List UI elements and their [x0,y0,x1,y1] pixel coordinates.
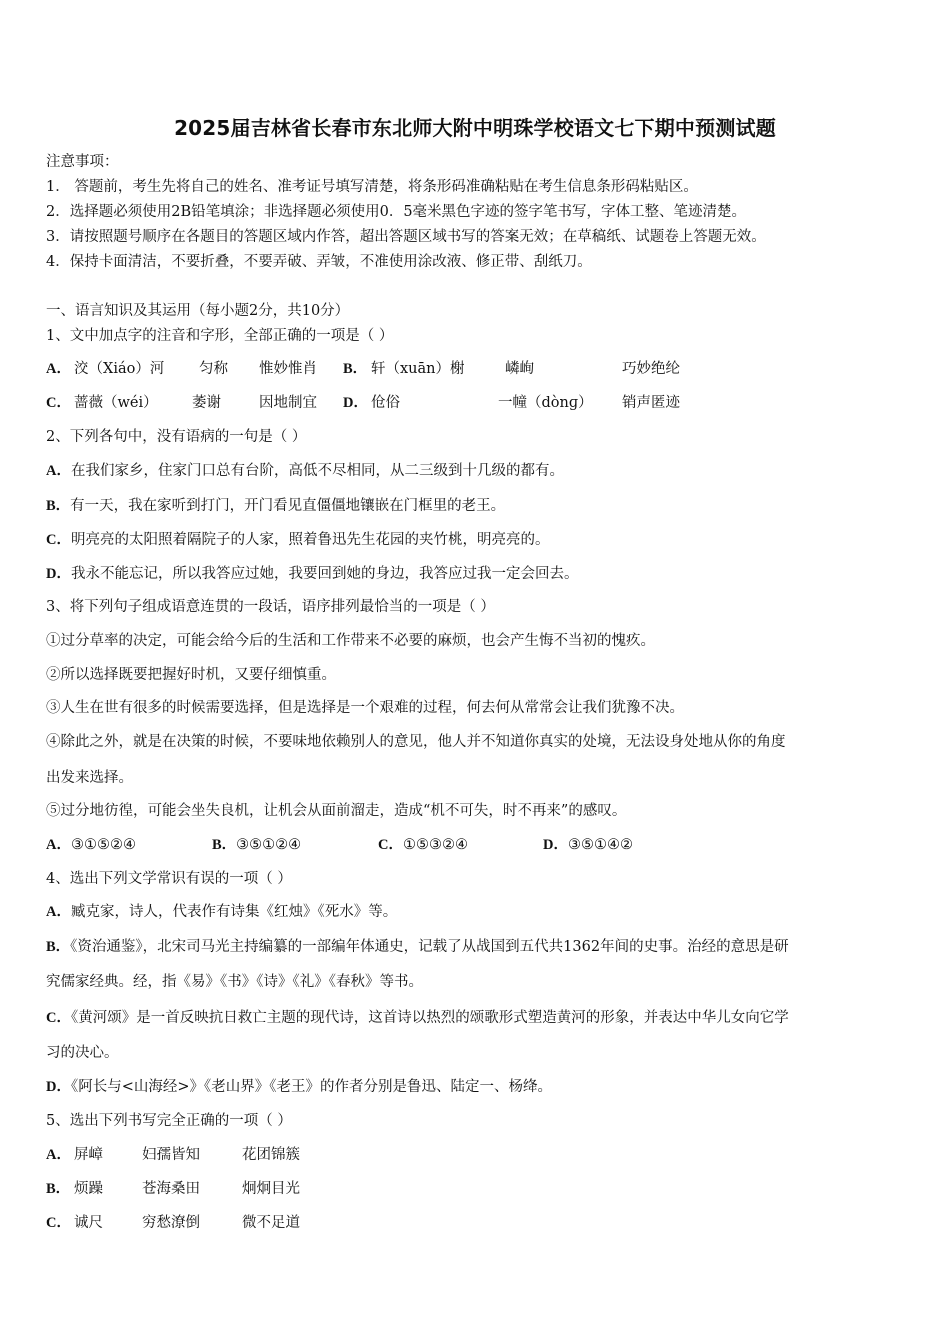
option-row: D．我永不能忘记，所以我答应过她，我要回到她的身边，我答应过我一定会回去。 [46,566,579,582]
sentence: ③人生在世有很多的时候需要选择，但是选择是一个艰难的过程，何去何从常常会让我们犹豫不决。 [46,700,684,716]
option-text: 嶙峋 [505,361,534,377]
notice-item: 4．保持卡面清洁，不要折叠，不要弄破、弄皱，不准使用涂改液、修正带、刮纸刀。 [46,254,592,270]
option-row: A．臧克家，诗人，代表作有诗集《红烛》《死水》等。 [46,904,398,920]
option-row: C．明亮亮的太阳照着隔院子的人家，照着鲁迅先生花园的夹竹桃，明亮亮的。 [46,532,550,548]
option-item: B．③⑤①②④ [212,837,302,853]
option-row: B．《资治通鉴》，北宋司马光主持编纂的一部编年体通史，记载了从战国到五代共1362年间的史事。治经的意思是研 [46,939,789,955]
option-label: B． [343,361,368,377]
option-text: 蔷薇（wéi） [74,395,158,411]
option-text: 诚尺 [74,1215,103,1231]
option-row: C．《黄河颂》是一首反映抗日救亡主题的现代诗，这首诗以热烈的颂歌形式塑造黄河的形象，并表达中华儿女向它学 [46,1010,789,1026]
option-label: A． [46,1147,71,1163]
option-text: 苍海桑田 [142,1181,200,1197]
option-label: C． [46,1215,71,1231]
sentence: ⑤过分地彷徨，可能会坐失良机，让机会从面前溜走，造成“机不可失，时不再来”的感叹。 [46,803,627,819]
option-label: A． [46,361,71,377]
notice-item: 2．选择题必须使用2B铅笔填涂；非选择题必须使用0．5毫米黑色字迹的签字笔书写，字体工整、笔迹清楚。 [46,204,747,220]
option-text: 惟妙惟肖 [259,361,317,377]
option-item: C．①⑤③②④ [378,837,468,853]
option-text: 屏嶂 [74,1147,103,1163]
sentence: ②所以选择既要把握好时机，又要仔细慎重。 [46,667,336,683]
notice-item: 1． 答题前，考生先将自己的姓名、准考证号填写清楚，将条形码准确粘贴在考生信息条形码粘贴区。 [46,179,698,195]
question-4-stem: 4、选出下列文学常识有误的一项（ ） [46,871,292,887]
option-text: 炯炯目光 [242,1181,300,1197]
option-text: 萎谢 [192,395,221,411]
option-text: 洨（Xiáo）河 [74,361,165,377]
sentence: ④除此之外，就是在决策的时候，不要味地依赖别人的意见，他人并不知道你真实的处境，无法设身处地从你的角度 [46,734,786,750]
option-text: 伧俗 [371,395,400,411]
option-item: A．③①⑤②④ [46,837,136,853]
option-text: 匀称 [199,361,228,377]
question-3-stem: 3、将下列句子组成语意连贯的一段话，语序排列最恰当的一项是（ ） [46,599,495,615]
option-label: C． [46,395,71,411]
section-heading: 一、语言知识及其运用（每小题2分，共10分） [46,303,350,319]
sentence: 出发来选择。 [46,770,133,786]
page-title: 2025届吉林省长春市东北师大附中明珠学校语文七下期中预测试题 [174,116,776,140]
option-label: B． [46,1181,71,1197]
question-1-stem: 1、文中加点字的注音和字形，全部正确的一项是（ ） [46,328,394,344]
option-text: 销声匿迹 [622,395,680,411]
notice-heading: 注意事项： [46,154,119,170]
option-text: 烦躁 [74,1181,103,1197]
sentence: ①过分草率的决定，可能会给今后的生活和工作带来不必要的麻烦，也会产生悔不当初的愧疚。 [46,633,655,649]
question-5-stem: 5、选出下列书写完全正确的一项（ ） [46,1113,292,1129]
option-continuation: 究儒家经典。经，指《易》《书》《诗》《礼》《春秋》等书。 [46,974,423,990]
option-row: A．在我们家乡，住家门口总有台阶，高低不尽相同，从二三级到十几级的都有。 [46,463,564,479]
option-text: 一幢（dònɡ） [498,395,593,411]
option-item: D．③⑤①④② [543,837,633,853]
option-text: 妇孺皆知 [142,1147,200,1163]
option-text: 轩（xuān）榭 [371,361,465,377]
option-row: B．有一天，我在家听到打门，开门看见直僵僵地镶嵌在门框里的老王。 [46,498,506,514]
option-text: 微不足道 [242,1215,300,1231]
option-text: 因地制宜 [259,395,317,411]
option-continuation: 习的决心。 [46,1045,119,1061]
notice-item: 3．请按照题号顺序在各题目的答题区域内作答，超出答题区域书写的答案无效；在草稿纸、试题卷上答题无效。 [46,229,766,245]
option-text: 花团锦簇 [242,1147,300,1163]
option-label: D． [343,395,368,411]
option-text: 穷愁潦倒 [142,1215,200,1231]
option-text: 巧妙绝纶 [622,361,680,377]
option-row: D．《阿长与<山海经>》《老山界》《老王》的作者分别是鲁迅、陆定一、杨绛。 [46,1079,553,1095]
question-2-stem: 2、下列各句中，没有语病的一句是（ ） [46,429,307,445]
